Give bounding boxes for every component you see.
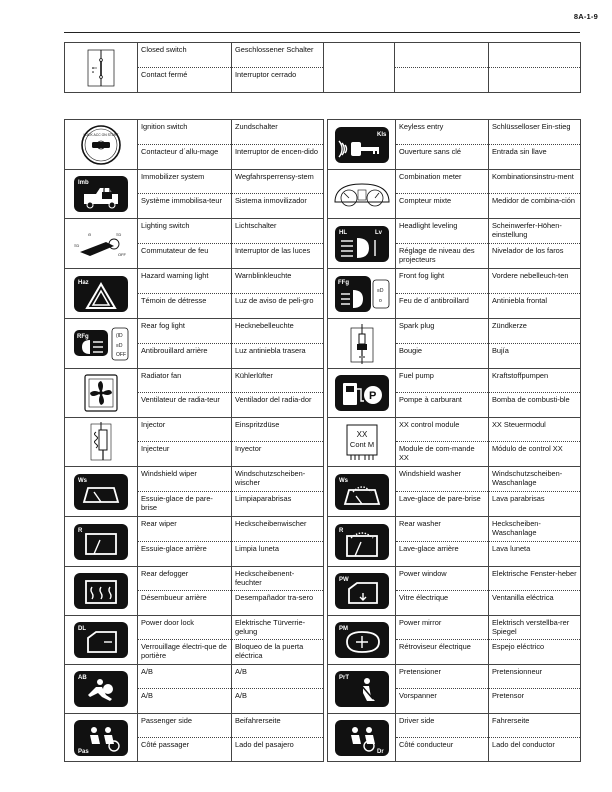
rear-defogger-icon bbox=[65, 567, 138, 616]
cell-fr: Ventilateur de radia-teur bbox=[138, 393, 232, 418]
svg-text:OFF: OFF bbox=[116, 351, 126, 358]
cell-es: Ventilador del radia-dor bbox=[232, 393, 324, 418]
svg-text:≡D: ≡D bbox=[116, 342, 123, 349]
cell-de: Heckscheiben-Waschanlage bbox=[489, 517, 581, 542]
radiator-fan-icon bbox=[65, 369, 138, 418]
cell-de: Heckscheibenwischer bbox=[232, 517, 324, 542]
cell-fr: Témoin de détresse bbox=[138, 294, 232, 319]
cell-fr: Système immobilisa-teur bbox=[138, 194, 232, 219]
cell-en: A/B bbox=[138, 665, 232, 689]
cell-de: Schlüsselloser Ein-stieg bbox=[489, 120, 581, 145]
cell-en: Keyless entry bbox=[396, 120, 489, 145]
svg-text:PW: PW bbox=[338, 577, 349, 583]
table-row bbox=[65, 244, 581, 269]
cell-fr: Vorspanner bbox=[396, 689, 489, 714]
windshield-wiper-icon bbox=[65, 467, 138, 517]
table-row bbox=[65, 418, 581, 442]
cell-en: Windshield wiper bbox=[138, 467, 232, 492]
power-door-lock-icon bbox=[65, 616, 138, 665]
table-row bbox=[65, 442, 581, 467]
cell-es: Luz de aviso de peli-gro bbox=[232, 294, 324, 319]
cell-en: Ignition switch bbox=[138, 120, 232, 145]
cell-en: Hazard warning light bbox=[138, 269, 232, 294]
table-row bbox=[65, 640, 581, 665]
svg-text:AB: AB bbox=[78, 675, 87, 681]
airbag-icon bbox=[65, 665, 138, 714]
cell-fr: Essuie-glace de pare-brise bbox=[138, 492, 232, 517]
svg-text:Ws: Ws bbox=[338, 477, 348, 484]
cell-es: Interruptor de encen-dido bbox=[232, 145, 324, 170]
table-row bbox=[65, 616, 581, 640]
table-row bbox=[65, 120, 581, 145]
cell-fr: Antibrouillard arrière bbox=[138, 344, 232, 369]
header-rule bbox=[64, 32, 580, 33]
cell-en: Pretensioner bbox=[396, 665, 489, 689]
cell-es: Lava luneta bbox=[489, 542, 581, 567]
cell-en: Power door lock bbox=[138, 616, 232, 640]
table-row bbox=[65, 219, 581, 244]
cell-es: Antiniebla frontal bbox=[489, 294, 581, 319]
svg-text:P: P bbox=[368, 390, 376, 402]
table-row bbox=[65, 319, 581, 344]
svg-text:Haz: Haz bbox=[78, 279, 89, 286]
table-row bbox=[65, 194, 581, 219]
cell-en: Rear wiper bbox=[138, 517, 232, 542]
cell-es: Espejo eléctrico bbox=[489, 640, 581, 665]
cell-de: Elektrisch verstellba-rer Spiegel bbox=[489, 616, 581, 640]
cell-en: Fuel pump bbox=[396, 369, 489, 393]
table-row bbox=[65, 714, 581, 738]
cell-fr: Bougie bbox=[396, 344, 489, 369]
control-module-icon bbox=[328, 418, 396, 467]
cell-es: Nivelador de los faros bbox=[489, 244, 581, 269]
cell-de: Pretensionneur bbox=[489, 665, 581, 689]
closed-switch-fr: Contact fermé bbox=[138, 68, 232, 93]
cell-fr: Essuie-glace arrière bbox=[138, 542, 232, 567]
closed-switch-en: Closed switch bbox=[138, 43, 232, 68]
combination-meter-icon bbox=[328, 170, 396, 219]
cell-fr: Lave-glace arrière bbox=[396, 542, 489, 567]
pretensioner-icon bbox=[328, 665, 396, 714]
table-row bbox=[65, 369, 581, 393]
cell-es: Sistema inmovilizador bbox=[232, 194, 324, 219]
cell-es: Lado del pasajero bbox=[232, 738, 324, 762]
cell-en: Passenger side bbox=[138, 714, 232, 738]
rear-fog-icon bbox=[65, 319, 138, 369]
power-mirror-icon bbox=[328, 616, 396, 665]
cell-es: Módulo de control XX bbox=[489, 442, 581, 467]
cell-es: Ventanilla eléctrica bbox=[489, 591, 581, 616]
cell-de: Zundschalter bbox=[232, 120, 324, 145]
cell-es: A/B bbox=[232, 689, 324, 714]
power-window-icon bbox=[328, 567, 396, 616]
svg-text:RFg: RFg bbox=[77, 333, 89, 340]
cell-de: Kraftstoffpumpen bbox=[489, 369, 581, 393]
cell-en: Lighting switch bbox=[138, 219, 232, 244]
cell-es: Limpiaparabrisas bbox=[232, 492, 324, 517]
cell-de: Wegfahrsperrensy-stem bbox=[232, 170, 324, 194]
cell-fr: Module de com-mande XX bbox=[396, 442, 489, 467]
cell-de: Beifahrerseite bbox=[232, 714, 324, 738]
closed-switch-es: Interruptor cerrado bbox=[232, 68, 324, 93]
cell-de: Elektrische Türverrie-gelung bbox=[232, 616, 324, 640]
cell-en: Radiator fan bbox=[138, 369, 232, 393]
cell-de: Scheinwerfer-Höhen-einstellung bbox=[489, 219, 581, 244]
empty-cell bbox=[489, 43, 581, 68]
cell-es: Limpia luneta bbox=[232, 542, 324, 567]
cell-es: Lava parabrisas bbox=[489, 492, 581, 517]
cell-en: Combination meter bbox=[396, 170, 489, 194]
table-row bbox=[65, 517, 581, 542]
table-row bbox=[65, 492, 581, 517]
cell-fr: Verrouillage électri-que de portière bbox=[138, 640, 232, 665]
cell-es: Desempañador tra-sero bbox=[232, 591, 324, 616]
svg-text:XX: XX bbox=[356, 430, 367, 439]
cell-es: Lado del conductor bbox=[489, 738, 581, 762]
svg-text:≡D: ≡D bbox=[376, 287, 384, 294]
cell-de: Zündkerze bbox=[489, 319, 581, 344]
ignition-switch-icon bbox=[65, 120, 138, 170]
cell-de: A/B bbox=[232, 665, 324, 689]
empty-cell bbox=[395, 43, 489, 68]
cell-fr: Lave-glace de pare-brise bbox=[396, 492, 489, 517]
page-number: 8A-1-9 bbox=[573, 12, 598, 21]
table-row bbox=[65, 542, 581, 567]
cell-de: XX Steuermodul bbox=[489, 418, 581, 442]
svg-text:HL: HL bbox=[338, 229, 347, 236]
cell-es: Interruptor de las luces bbox=[232, 244, 324, 269]
closed-switch-icon bbox=[65, 43, 138, 93]
svg-text:PrT: PrT bbox=[338, 675, 349, 681]
svg-text:Pas: Pas bbox=[78, 748, 89, 755]
cell-en: XX control module bbox=[396, 418, 489, 442]
cell-es: Entrada sin llave bbox=[489, 145, 581, 170]
headlight-leveling-icon bbox=[328, 219, 396, 269]
cell-fr: Pompe à carburant bbox=[396, 393, 489, 418]
svg-text:≡D: ≡D bbox=[74, 242, 80, 248]
cell-fr: Contacteur d´allu-mage bbox=[138, 145, 232, 170]
cell-fr: Feu de d´antibroillard bbox=[396, 294, 489, 319]
cell-de: Heckscheibenent-feuchter bbox=[232, 567, 324, 591]
driver-side-icon bbox=[328, 714, 396, 762]
table-row bbox=[65, 294, 581, 319]
cell-en: Front fog light bbox=[396, 269, 489, 294]
cell-de: Fahrerseite bbox=[489, 714, 581, 738]
cell-en: Rear washer bbox=[396, 517, 489, 542]
closed-switch-de: Geschlossener Schalter bbox=[232, 43, 324, 68]
closed-switch-table bbox=[64, 42, 581, 93]
cell-de: Kühlerlüfter bbox=[232, 369, 324, 393]
table-row bbox=[65, 689, 581, 714]
svg-text:FFg: FFg bbox=[337, 279, 349, 286]
svg-text:(ID: (ID bbox=[116, 332, 123, 339]
immobilizer-icon bbox=[65, 170, 138, 219]
svg-text:Kls: Kls bbox=[376, 131, 386, 138]
svg-text:o: o bbox=[378, 297, 382, 304]
cell-es: Medidor de combina-ción bbox=[489, 194, 581, 219]
cell-de: Elektrische Fenster-heber bbox=[489, 567, 581, 591]
svg-text:≡D: ≡D bbox=[116, 231, 122, 237]
cell-fr: Injecteur bbox=[138, 442, 232, 467]
table-row bbox=[65, 467, 581, 492]
table-row bbox=[65, 567, 581, 591]
svg-text:Dr: Dr bbox=[376, 748, 384, 755]
cell-de: Lichtschalter bbox=[232, 219, 324, 244]
svg-text:OFF: OFF bbox=[118, 251, 126, 257]
cell-es: Bomba de combusti-ble bbox=[489, 393, 581, 418]
empty-cell bbox=[489, 68, 581, 93]
cell-es: Pretensor bbox=[489, 689, 581, 714]
cell-de: Windschutzscheiben-wischer bbox=[232, 467, 324, 492]
cell-fr: Ouverture sans clé bbox=[396, 145, 489, 170]
cell-fr: Rétroviseur électrique bbox=[396, 640, 489, 665]
cell-de: Kombinationsinstru-ment bbox=[489, 170, 581, 194]
table-row bbox=[65, 393, 581, 418]
table-row bbox=[65, 269, 581, 294]
svg-text:R: R bbox=[78, 527, 83, 534]
cell-en: Spark plug bbox=[396, 319, 489, 344]
cell-fr: A/B bbox=[138, 689, 232, 714]
lighting-switch-icon bbox=[65, 219, 138, 269]
cell-fr: Côté conducteur bbox=[396, 738, 489, 762]
windshield-washer-icon bbox=[328, 467, 396, 517]
injector-icon bbox=[65, 418, 138, 467]
symbol-table bbox=[64, 119, 581, 762]
table-row bbox=[65, 170, 581, 194]
cell-de: Vordere nebelleuch-ten bbox=[489, 269, 581, 294]
table-row bbox=[65, 344, 581, 369]
cell-en: Power window bbox=[396, 567, 489, 591]
svg-text:Lv: Lv bbox=[374, 229, 382, 236]
empty-cell bbox=[324, 43, 395, 93]
cell-fr: Côté passager bbox=[138, 738, 232, 762]
empty-cell bbox=[395, 68, 489, 93]
table-row bbox=[65, 145, 581, 170]
svg-text:LOCK ACC ON START: LOCK ACC ON START bbox=[83, 132, 119, 137]
table-row bbox=[65, 591, 581, 616]
svg-text:Cont M: Cont M bbox=[349, 440, 374, 449]
cell-en: Driver side bbox=[396, 714, 489, 738]
cell-de: Hecknebelleuchte bbox=[232, 319, 324, 344]
cell-fr: Vitre électrique bbox=[396, 591, 489, 616]
svg-text:ʘ: ʘ bbox=[88, 231, 92, 237]
svg-text:PM: PM bbox=[338, 626, 348, 632]
cell-es: Bujía bbox=[489, 344, 581, 369]
cell-fr: Réglage de niveau des projecteurs bbox=[396, 244, 489, 269]
cell-fr: Compteur mixte bbox=[396, 194, 489, 219]
keyless-entry-icon bbox=[328, 120, 396, 170]
table-row bbox=[65, 738, 581, 762]
front-fog-icon bbox=[328, 269, 396, 319]
cell-es: Inyector bbox=[232, 442, 324, 467]
cell-en: Power mirror bbox=[396, 616, 489, 640]
rear-washer-icon bbox=[328, 517, 396, 567]
cell-de: Warnblinkleuchte bbox=[232, 269, 324, 294]
cell-en: Immobilizer system bbox=[138, 170, 232, 194]
svg-text:R: R bbox=[338, 527, 343, 534]
svg-text:Imb: Imb bbox=[78, 180, 89, 186]
cell-de: Windschutzscheiben-Waschanlage bbox=[489, 467, 581, 492]
cell-es: Luz antiniebla trasera bbox=[232, 344, 324, 369]
svg-text:Ws: Ws bbox=[78, 477, 87, 484]
cell-en: Headlight leveling bbox=[396, 219, 489, 244]
cell-en: Rear fog light bbox=[138, 319, 232, 344]
cell-en: Windshield washer bbox=[396, 467, 489, 492]
table-row bbox=[65, 665, 581, 689]
cell-fr: Commutateur de feu bbox=[138, 244, 232, 269]
hazard-icon bbox=[65, 269, 138, 319]
cell-en: Injector bbox=[138, 418, 232, 442]
cell-fr: Désembueur arrière bbox=[138, 591, 232, 616]
rear-wiper-icon bbox=[65, 517, 138, 567]
spark-plug-icon bbox=[328, 319, 396, 369]
cell-de: Einspritzdüse bbox=[232, 418, 324, 442]
fuel-pump-icon bbox=[328, 369, 396, 418]
cell-es: Bloqueo de la puerta eléctrica bbox=[232, 640, 324, 665]
svg-text:DL: DL bbox=[78, 626, 86, 632]
cell-en: Rear defogger bbox=[138, 567, 232, 591]
passenger-side-icon bbox=[65, 714, 138, 762]
